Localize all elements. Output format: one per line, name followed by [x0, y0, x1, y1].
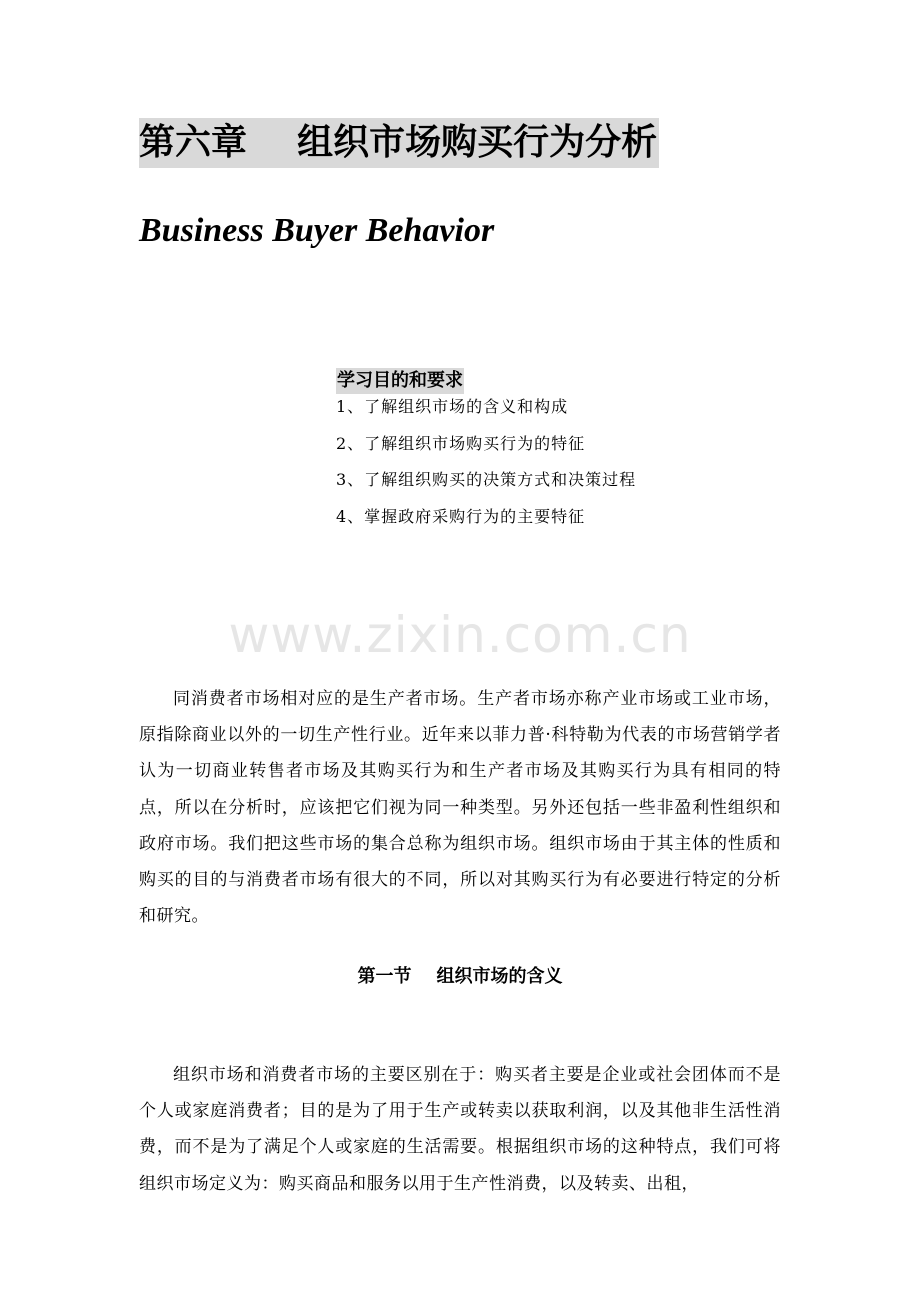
objective-item: 2、了解组织市场购买行为的特征 [336, 433, 586, 453]
section-title: 第一节 组织市场的含义 [357, 966, 563, 987]
objectives-list [336, 394, 636, 540]
section-paragraph: 组织市场和消费者市场的主要区别在于：购买者主要是企业或社会团体而不是个人或家庭消费者；目的是为了用于生产或转卖以获取利润，以及其他非生活性消费，而不是为了满足个人或家庭的生活需要。根据组织市场的这种特点，我们可将组织市场定义为：购买商品和服务以用于生产性消费，以及转卖、出租， [139, 1065, 781, 1194]
english-title: Business Buyer Behavior [139, 212, 495, 249]
objective-item: 1、了解组织市场的含义和构成 [336, 397, 569, 416]
objectives-heading: 学习目的和要求 [336, 368, 464, 394]
watermark-text: www.zixin.com.cn [228, 606, 692, 664]
objective-item: 4、掌握政府采购行为的主要特征 [336, 506, 586, 526]
objective-item: 3、了解组织购买的决策方式和决策过程 [336, 470, 637, 489]
intro-paragraph: 同消费者市场相对应的是生产者市场。生产者市场亦称产业市场或工业市场，原指除商业以外的一切生产性行业。近年来以菲力普·科特勒为代表的市场营销学者认为一切商业转售者市场及其购买行为和生产者市场及其购买行为具有相同的特点，所以在分析时，应该把它们视为同一种类型。另外还包括一些非盈利性组织和政府市场。我们把这些市场的集合总称为组织市场。组织市场由于其主体的性质和购买的目的与消费者市场有很大的不同，所以对其购买行为有必要进行特定的分析和研究。 [139, 689, 781, 927]
chapter-title: 第六章 组织市场购买行为分析 [139, 118, 659, 168]
